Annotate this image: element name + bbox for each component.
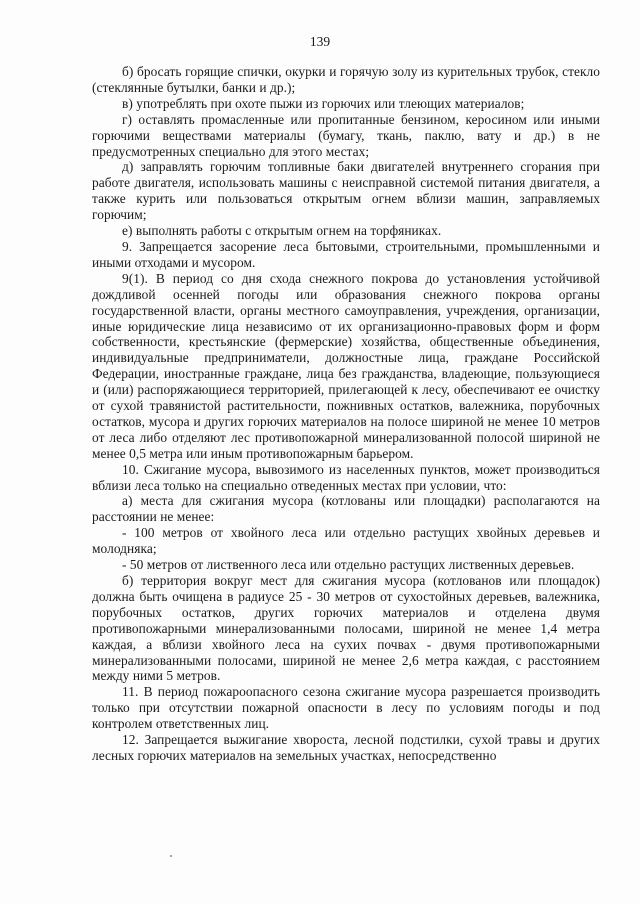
page-number: 139 <box>309 34 331 49</box>
paragraph-9: 9. Запрещается засорение леса бытовыми, строительными, промышленными и иными отходами и мусором. <box>92 238 600 270</box>
paragraph-8d: д) заправлять горючим топливные баки двигателей внутреннего сгорания при работе двигателя, использовать машины с неисправной системой питания двигателя, а также курить или пользоваться открытым огнем вблизи машин, заправляемых горючим; <box>92 159 600 223</box>
paragraph-9-1: 9(1). В период со дня схода снежного покрова до установления устойчивой дождливой осенней погоды или образования снежного покрова органы государственной власти, органы местного самоуправления, учреждения, организации, иные юридические лица независимо от их организационно-правовых форм и форм собственности, крестьянские (фермерские) хозяйства, общественные объединения, индивидуальные предприниматели, должностные лица, граждане Российской Федерации, иностранные граждане, лица без гражданства, владеющие, пользующиеся и (или) распоряжающиеся территорией, прилегающей к лесу, обеспечивают ее очистку от сухой травянистой растительности, пожнивных остатков, валежника, порубочных остатков, мусора и других горючих материалов на полосе шириной не менее 10 метров от леса либо отделяют лес противопожарной минерализованной полосой шириной не менее 0,5 метра или иным противопожарным барьером. <box>92 270 600 461</box>
paragraph-11: 11. В период пожароопасного сезона сжигание мусора разрешается производить только при отсутствии пожарной опасности в лесу по условиям погоды и под контролем ответственных лиц. <box>92 684 600 732</box>
paragraph-12: 12. Запрещается выжигание хвороста, лесной подстилки, сухой травы и других лесных горючих материалов на земельных участках, непосредственно <box>92 732 600 763</box>
paragraph-8b: б) бросать горящие спички, окурки и горячую золу из курительных трубок, стекло (стеклянные бутылки, банки и др.); <box>92 64 600 95</box>
paragraph-10a-item-1: - 100 метров от хвойного леса или отдельно растущих хвойных деревьев и молодняка; <box>92 525 600 557</box>
paragraph-10a: а) места для сжигания мусора (котлованы или площадки) располагаются на расстоянии не менее: <box>92 493 600 525</box>
paragraph-10b: б) территория вокруг мест для сжигания мусора (котлованов или площадок) должна быть очищена в радиусе 25 - 30 метров от сухостойных деревьев, валежника, порубочных остатков, других горючих материалов и отделена двумя противопожарными минерализованными полосами, шириной не менее 1,4 метра каждая, а вблизи хвойного леса на сухих почвах - двумя противопожарными минерализованными полосами, шириной не менее 2,6 метра каждая, с расстоянием между ними 5 метров. <box>92 573 600 684</box>
paragraph-10a-item-2: - 50 метров от лиственного леса или отдельно растущих лиственных деревьев. <box>122 557 575 573</box>
paragraph-8v: в) употреблять при охоте пыжи из горючих или тлеющих материалов; <box>122 95 525 111</box>
paragraph-8e: е) выполнять работы с открытым огнем на торфяниках. <box>122 223 442 239</box>
document-body <box>92 64 600 764</box>
scan-speck <box>170 855 172 857</box>
paragraph-10: 10. Сжигание мусора, вывозимого из населенных пунктов, может производиться вблизи леса только на специально отведенных местах при условии, что: <box>92 461 600 493</box>
paragraph-8g: г) оставлять промасленные или пропитанные бензином, керосином или иными горючими веществами материалы (бумагу, ткань, паклю, вату и др.) в не предусмотренных специально для этого местах; <box>92 111 600 159</box>
